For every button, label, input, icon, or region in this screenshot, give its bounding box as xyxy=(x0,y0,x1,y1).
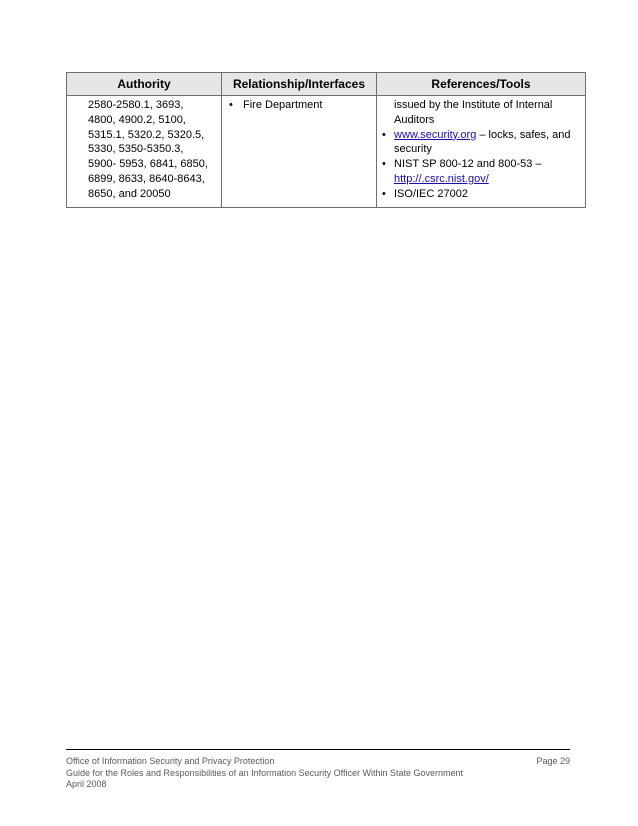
authority-line: 6899, 8633, 8640-8643, xyxy=(88,172,205,185)
relationship-cell xyxy=(229,98,369,113)
nist-link[interactable]: http://.csrc.nist.gov/ xyxy=(394,172,489,185)
list-item xyxy=(382,187,582,202)
list-item xyxy=(382,128,582,158)
column-divider xyxy=(376,73,377,207)
reference-text: NIST SP 800-12 and 800-53 – xyxy=(394,158,542,171)
footer-date: April 2008 xyxy=(66,779,107,789)
footer-office: Office of Information Security and Privacy Protection xyxy=(66,756,275,766)
reference-text: ISO/IEC 27002 xyxy=(394,187,468,200)
bullet-icon: • xyxy=(229,99,233,111)
reference-text: – locks, safes, and security xyxy=(394,128,571,156)
authority-line: 5330, 5350-5350.3, xyxy=(88,143,184,156)
authority-line: 5900- 5953, 6841, 6850, xyxy=(88,158,208,171)
references-continued-text: issued by the Institute of Internal Auditors xyxy=(394,99,553,126)
authority-line: 5315.1, 5320.2, 5320.5, xyxy=(88,128,205,141)
security-org-link[interactable]: www.security.org xyxy=(394,128,477,141)
footer-divider xyxy=(66,749,570,750)
authority-cell xyxy=(88,98,220,202)
page-footer xyxy=(66,756,570,791)
bullet-icon: • xyxy=(382,158,386,171)
header-authority: Authority xyxy=(117,77,171,91)
table-header-row xyxy=(67,73,585,96)
list-item xyxy=(382,157,582,187)
header-references: References/Tools xyxy=(431,77,531,91)
authority-line: 4800, 4900.2, 5100, xyxy=(88,113,186,126)
footer-guide-title: Guide for the Roles and Responsibilities of an Information Security Officer Within State Government xyxy=(66,767,464,778)
page-number: Page 29 xyxy=(536,756,570,766)
bullet-icon: • xyxy=(382,128,386,141)
header-relationship: Relationship/Interfaces xyxy=(232,77,366,91)
bullet-icon: • xyxy=(382,187,386,200)
column-divider xyxy=(221,73,222,207)
authority-line: 2580-2580.1, 3693, xyxy=(88,99,184,111)
responsibilities-table xyxy=(66,72,586,208)
list-item xyxy=(229,98,369,113)
references-cell xyxy=(382,98,582,202)
relationship-item-label: Fire Department xyxy=(243,99,323,111)
authority-line: 8650, and 20050 xyxy=(88,187,171,200)
